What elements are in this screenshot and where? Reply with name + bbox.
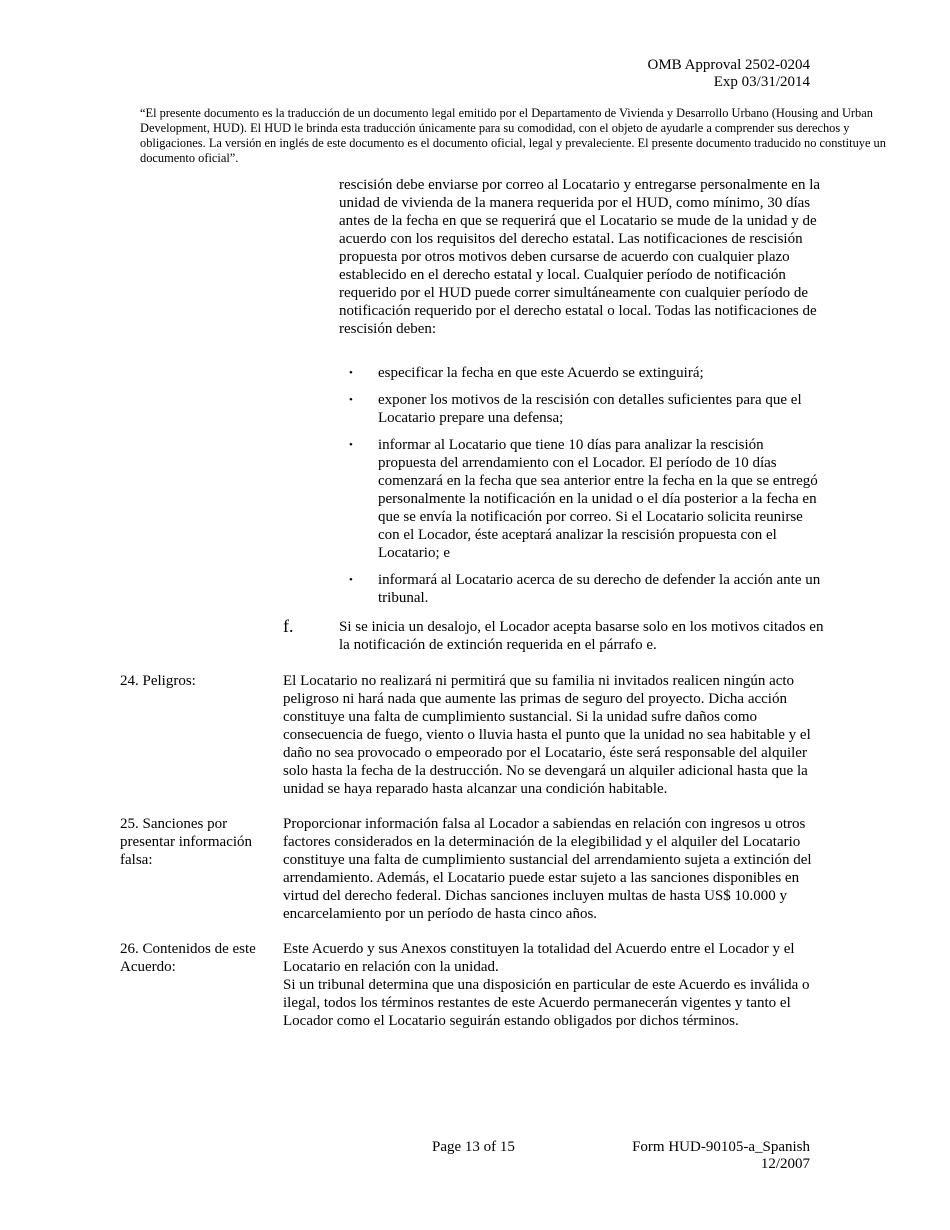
section-24-body: El Locatario no realizará ni permitirá que su familia ni invitados realicen ningún acto peligroso ni hará nada que aumente las primas de seguro del proyecto. Dicha acción constituye una falta de cumplimiento sustancial. Si la unidad sufre daños como consecuencia de fuego, viento o lluvia hasta el punto que la unidad no sea habitable y el daño no sea provocado o empeorado por el Locatario, éste será responsable del alquiler solo hasta la fecha de la destrucción. No se devengará un alquiler adicional hasta que la unidad se haya reparado hasta alcanzar una condición habitable. <box>283 673 811 797</box>
omb-expiration: Exp 03/31/2014 <box>713 74 810 90</box>
omb-approval-number: OMB Approval 2502-0204 <box>647 57 810 73</box>
bullet-icon: • <box>349 367 353 379</box>
item-f-text: Si se inicia un desalojo, el Locador acepta basarse solo en los motivos citados en la notificación de extinción requerida en el párrafo e. <box>339 619 824 653</box>
bullet-icon: • <box>349 394 353 406</box>
bullet-icon: • <box>349 439 353 451</box>
section-26-body <box>283 940 828 1030</box>
section-24-label: 24. Peligros: <box>120 673 196 689</box>
list-item-text: exponer los motivos de la rescisión con detalles suficientes para que el Locatario prepare una defensa; <box>378 392 802 426</box>
termination-notice-continuation: rescisión debe enviarse por correo al Locatario y entregarse personalmente en la unidad de vivienda de la manera requerida por el HUD, como mínimo, 30 días antes de la fecha en que se requerirá que el Locatario se mude de la unidad y de acuerdo con los requisitos del derecho estatal. Las notificaciones de rescisión propuesta por otros motivos deben cursarse de acuerdo con cualquier plazo establecido en el derecho estatal y local. Cualquier período de notificación requerido por el HUD puede correr simultáneamente con cualquier período de notificación requerido por el derecho estatal o local. Todas las notificaciones de rescisión deben: <box>339 177 821 337</box>
list-item <box>339 364 824 382</box>
form-id-block <box>510 1139 810 1173</box>
section-26-paragraph-2: Si un tribunal determina que una disposición en particular de este Acuerdo es inválida o ilegal, todos los términos restantes de este Acuerdo permanecerán vigentes y tanto el Locador como el Locatario seguirán estando obligados por dichos términos. <box>283 977 810 1029</box>
list-item-text: informará al Locatario acerca de su derecho de defender la acción ante un tribunal. <box>378 572 821 606</box>
list-item <box>339 571 824 607</box>
bullet-icon: • <box>349 574 353 586</box>
omb-approval-block <box>450 57 810 91</box>
section-25-body: Proporcionar información falsa al Locador a sabiendas en relación con ingresos u otros factores considerados en la determinación de la elegibilidad y el alquiler del Locatario constituye una falta de cumplimiento sustancial del arrendamiento sujeta a extinción del arrendamiento. Además, el Locatario puede estar sujeto a las sanciones disponibles en virtud del derecho federal. Dichas sanciones incluyen multas de hasta US$ 10.000 y encarcelamiento por un período de hasta cinco años. <box>283 816 812 922</box>
page-number: Page 13 of 15 <box>432 1139 515 1155</box>
section-25-label: 25. Sanciones por presentar información falsa: <box>120 816 253 868</box>
section-26-paragraph-1: Este Acuerdo y sus Anexos constituyen la totalidad del Acuerdo entre el Locador y el Locatario en relación con la unidad. <box>283 941 795 975</box>
form-id: Form HUD-90105-a_Spanish <box>632 1139 810 1155</box>
list-item-text: especificar la fecha en que este Acuerdo se extinguirá; <box>378 365 704 381</box>
form-date: 12/2007 <box>760 1156 810 1172</box>
item-f-letter: f. <box>283 616 294 636</box>
list-item <box>339 391 824 427</box>
list-item <box>339 436 824 562</box>
notice-requirements-list <box>339 364 824 616</box>
section-26-label: 26. Contenidos de este Acuerdo: <box>120 941 256 975</box>
translation-disclaimer: “El presente documento es la traducción de un documento legal emitido por el Departamento de Vivienda y Desarrollo Urbano (Housing and Urban Development, HUD). El HUD le brinda esta traducción únicamente para su comodidad, con el objeto de ayudarle a comprender sus derechos y obligaciones. La versión en inglés de este documento es el documento oficial, legal y prevaleciente. El presente documento traducido no constituye un documento oficial”. <box>140 106 886 165</box>
list-item-text: informar al Locatario que tiene 10 días para analizar la rescisión propuesta del arrendamiento con el Locador. El período de 10 días comenzará en la fecha que sea anterior entre la fecha en la que se entregó personalmente la notificación en la unidad o el día posterior a la fecha en que se envía la notificación por correo. Si el Locatario solicita reunirse con el Locador, éste aceptará analizar la rescisión propuesta con el Locatario; e <box>378 437 818 561</box>
